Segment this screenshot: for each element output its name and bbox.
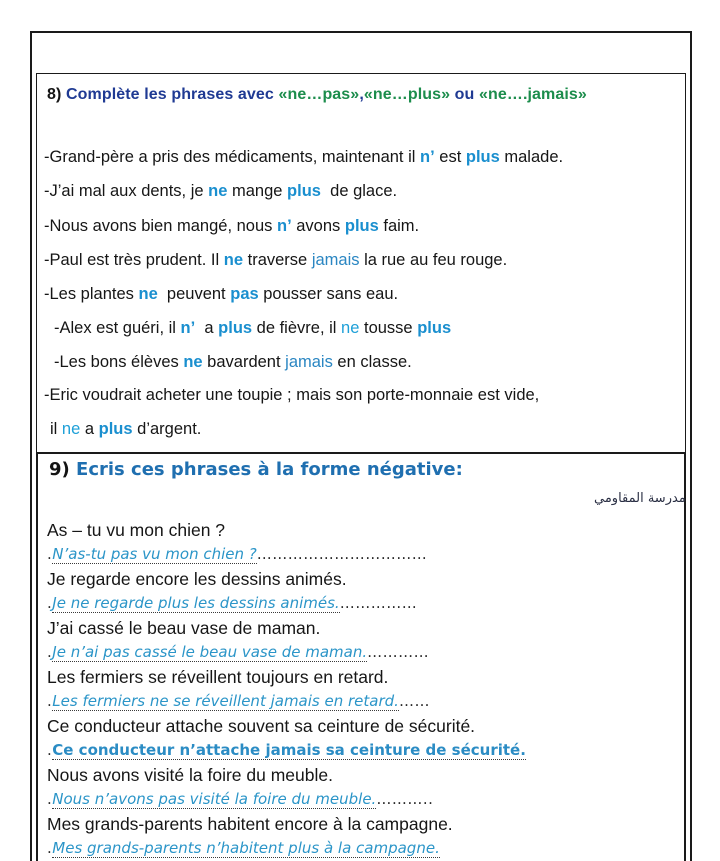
exercise-8-number: 8)	[47, 86, 62, 103]
sentence-8: -Eric voudrait acheter une toupie ; mais son porte-monnaie est vide,	[44, 386, 540, 404]
question-1: As – tu vu mon chien ?	[47, 520, 226, 540]
separator-comma: ,	[359, 86, 364, 103]
question-7: Mes grands-parents habitent encore à la campagne.	[47, 814, 453, 834]
question-6: Nous avons visité la foire du meuble.	[47, 765, 333, 785]
negation-word: n’	[180, 319, 196, 337]
answer-text: Ce conducteur n’attache jamais sa ceinture de sécurité.	[52, 741, 526, 759]
sentence-8-continued: il ne a plus d’argent.	[50, 420, 202, 438]
negation-word: ne	[208, 182, 228, 200]
negation-word: plus	[417, 319, 452, 337]
answer-3: .Je n’ai pas cassé le beau vase de maman.…………	[47, 643, 430, 661]
answer-text: Je n’ai pas cassé le beau vase de maman.	[52, 643, 368, 661]
answer-6: .Nous n’avons pas visité la foire du meuble.………..	[47, 790, 434, 808]
negation-word: plus	[287, 182, 321, 200]
question-4: Les fermiers se réveillent toujours en retard.	[47, 667, 389, 687]
negation-word: ne	[223, 251, 244, 269]
separator-ou: ou	[450, 86, 479, 103]
sentence-5: -Les plantes ne peuvent pas pousser sans eau.	[44, 285, 399, 303]
negation-word: pas	[230, 285, 259, 303]
answer-text: Nous n’avons pas visité la foire du meuble.	[52, 790, 377, 808]
sentence-3: -Nous avons bien mangé, nous n’ avons plus faim.	[44, 217, 420, 235]
negation-word: jamais	[285, 353, 333, 371]
negation-word: plus	[98, 420, 133, 438]
school-signature: مدرسة المقاومي	[594, 491, 686, 506]
negation-word: ne	[61, 420, 81, 438]
answer-text: N’as-tu pas vu mon chien ?	[52, 545, 257, 563]
sentence-6: -Alex est guéri, il n’ a plus de fièvre, il ne tousse plus	[54, 319, 452, 337]
quote-ne-pas: «ne…pas»	[278, 86, 360, 103]
answer-text: Je ne regarde plus les dessins animés.	[52, 594, 340, 612]
question-2: Je regarde encore les dessins animés.	[47, 569, 347, 589]
answer-2: .Je ne regarde plus les dessins animés.……………	[47, 594, 418, 612]
exercise-9-instruction: Ecris ces phrases à la forme négative:	[76, 459, 463, 480]
negation-word: ne	[138, 285, 158, 303]
negation-word: plus	[465, 148, 500, 166]
sentence-1: -Grand-père a pris des médicaments, maintenant il n’ est plus malade.	[44, 148, 564, 166]
answer-text: Les fermiers ne se réveillent jamais en retard.	[52, 692, 399, 710]
exercise-8-instruction: Complète les phrases avec	[65, 86, 279, 103]
sentence-4: -Paul est très prudent. Il ne traverse jamais la rue au feu rouge.	[44, 251, 508, 269]
sentence-2: -J’ai mal aux dents, je ne mange plus de glace.	[44, 182, 398, 200]
answer-7: .Mes grands-parents n’habitent plus à la campagne.	[47, 839, 440, 857]
answer-5: .Ce conducteur n’attache jamais sa ceinture de sécurité.	[47, 741, 526, 759]
answer-4: .Les fermiers ne se réveillent jamais en retard.……	[47, 692, 430, 710]
answer-1: .N’as-tu pas vu mon chien ?……………………………	[47, 545, 428, 563]
negation-word: jamais	[311, 251, 360, 269]
quote-ne-plus: «ne…plus»	[363, 86, 451, 103]
negation-word: n’	[420, 148, 435, 166]
quote-ne-jamais: «ne….jamais»	[478, 86, 587, 103]
negation-word: ne	[183, 353, 203, 371]
negation-word: ne	[341, 319, 360, 337]
exercise-9-number: 9)	[49, 459, 70, 480]
question-5: Ce conducteur attache souvent sa ceinture de sécurité.	[47, 716, 476, 736]
exercise-8-title	[47, 86, 587, 104]
negation-word: plus	[344, 217, 379, 235]
question-3: J’ai cassé le beau vase de maman.	[47, 618, 321, 638]
exercise-9-title	[49, 459, 463, 480]
negation-word: n’	[276, 217, 292, 235]
answer-text: Mes grands-parents n’habitent plus à la campagne.	[52, 839, 440, 857]
negation-word: plus	[218, 319, 253, 337]
sentence-7: -Les bons élèves ne bavardent jamais en classe.	[54, 353, 412, 371]
